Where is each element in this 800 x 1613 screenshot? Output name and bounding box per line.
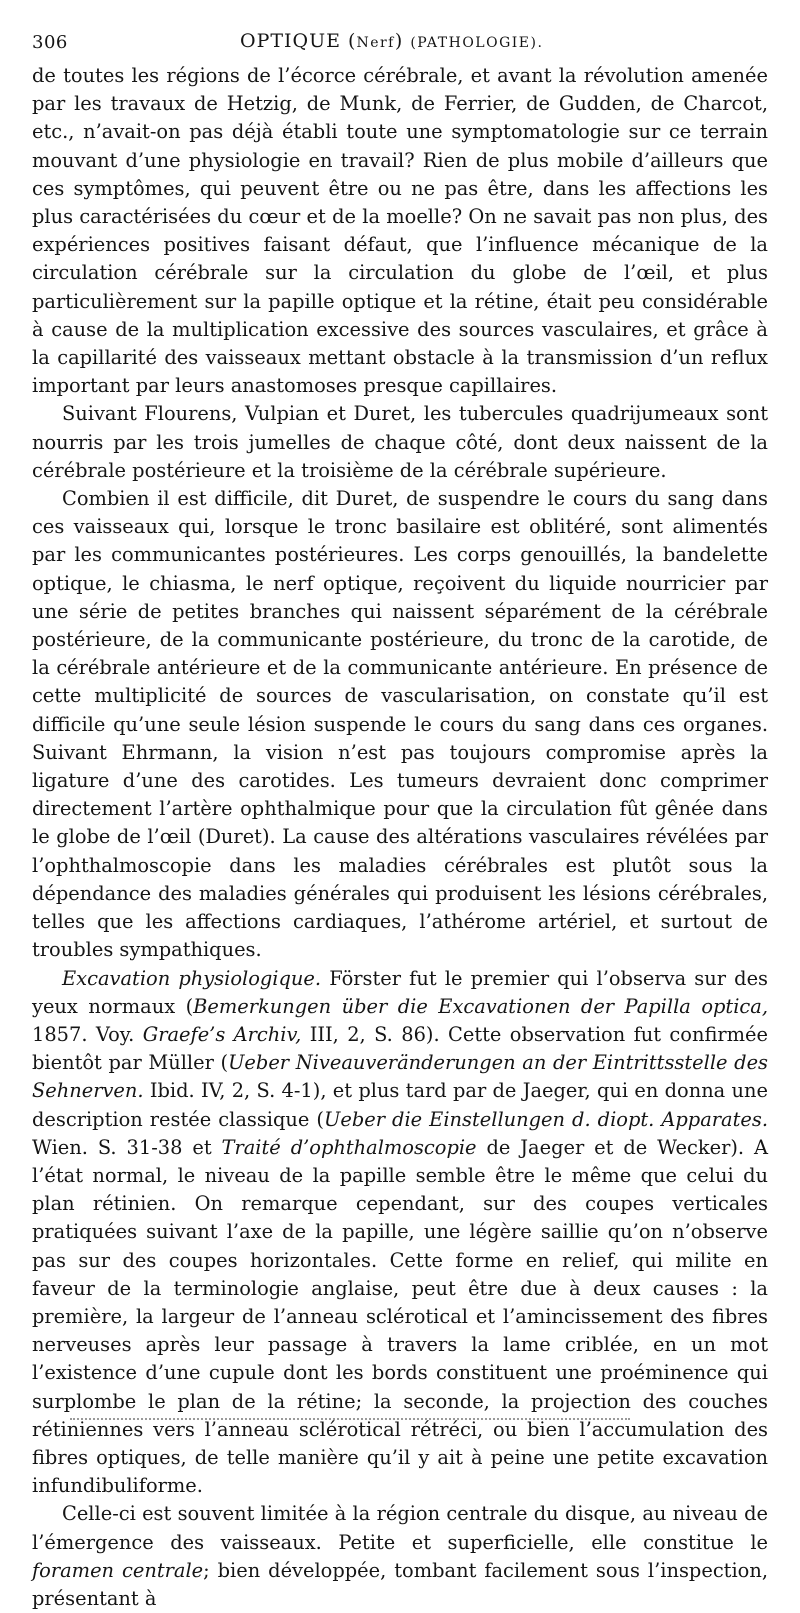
text-span: ; bien développée, tombant facilement sous l’inspection, présentant à bbox=[32, 1558, 768, 1610]
paragraph-duret: Combien il est difficile, dit Duret, de suspendre le cours du sang dans ces vaisseaux qui, lorsque le tronc basilaire est oblitéré, sont alimentés par les communicantes postérieures. Les corps genouillés, la bandelette optique, le chiasma, le nerf optique, reçoivent du liquide nourricier par une série de petites branches qui naissent séparément de la cérébrale postérieure, de la communicante postérieure, du tronc de la carotide, de la cérébrale antérieure et de la communicante antérieure. En présence de cette multiplicité de sources de vascularisation, on constate qu’il est difficile qu’une seule lésion suspende le cours du sang dans ces organes. Suivant Ehrmann, la vision n’est pas toujours compromise après la ligature d’une des carotides. Les tumeurs devraient donc comprimer directement l’artère ophthalmique pour que la circulation fût gênée dans le globe de l’œil (Duret). La cause des altérations vasculaires révélées par l’ophthalmoscopie dans les maladies cérébrales est plutôt sous la dépendance des maladies générales qui produisent les lésions cérébrales, telles que les affections cardiaques, l’athérome artériel, et surtout de troubles sympathiques. bbox=[32, 487, 768, 962]
text-span: III, 2, S. 86). Cette observation fut confirmée bientôt par Müller ( bbox=[32, 1022, 768, 1075]
paragraph-continued: de toutes les régions de l’écorce cérébrale, et avant la révolution amenée par les travaux de Hetzig, de Munk, de Ferrier, de Gudden, de Charcot, etc., n’avait-on pas déjà établi toute une symptomatologie sur ce terrain mouvant d’une physiologie en travail? Rien de plus mobile d’ailleurs que ces symptômes, qui peuvent être ou ne pas être, dans les affections les plus caractérisées du cœur et de la moelle? On ne savait pas non plus, des expériences positives faisant défaut, que l’influence mécanique de la circulation cérébrale sur la circulation du globe de l’œil, et plus particulièrement sur la papille optique et la rétine, était peu considérable à cause de la multiplication excessive des sources vasculaires, et grâce à la capillarité des vaisseaux mettant obstacle à la transmission d’un reflux important par leurs anastomoses presque capillaires. bbox=[32, 64, 768, 398]
citation-title: Graefe’s Archiv, bbox=[142, 1022, 302, 1046]
page-number: 306 bbox=[32, 32, 68, 53]
citation-title: Ueber Niveauveränderungen an der Eintrittsstelle des Sehnerven. bbox=[32, 1051, 768, 1103]
text-span: de Jaeger et de Wecker). A l’état normal, le niveau de la papille semble être le même que celui du plan rétinien. On remarque cependant, sur des coupes verticales pratiquées suivant l’axe de la papille, une légère saillie qu’on n’observe pas sur des coupes horizontales. Cette forme en relief, qui milite en faveur de la terminologie anglaise, peut être due à deux causes : la première, la largeur de l’anneau sclérotical et l’amincissement des fibres nerveuses après leur passage à travers la lame criblée, en un mot l’existence d’une cupule dont les bords constituent une proéminence qui surplombe le plan de la rétine; la seconde, la projection des couches rétiniennes vers l’anneau sclérotical rétréci, ou bien l’accumulation des fibres optiques, de telle manière qu’il y ait à peine une petite excavation infundibuliforme. bbox=[32, 1135, 769, 1498]
running-header bbox=[32, 30, 768, 56]
paragraph-flourens: Suivant Flourens, Vulpian et Duret, les tubercules quadrijumeaux sont nourris par les trois jumelles de chaque côté, dont deux naissent de la cérébrale postérieure et la troisième de la cérébrale supérieure. bbox=[32, 402, 768, 482]
text-span: 1857. Voy. bbox=[32, 1022, 143, 1046]
citation-title: Bemerkungen über die Excavationen der Papilla optica, bbox=[193, 994, 768, 1018]
running-title bbox=[240, 30, 543, 52]
paragraph-foramen bbox=[32, 1500, 768, 1613]
text-span: Celle-ci est souvent limitée à la région centrale du disque, au niveau de l’émergence des vaisseaux. Petite et superficielle, elle constitue le bbox=[32, 1502, 768, 1554]
running-title-mid: ) bbox=[394, 30, 411, 52]
text-span: Wien. S. 31-38 et bbox=[32, 1135, 222, 1159]
term-foramen-centrale: foramen centrale bbox=[32, 1558, 204, 1582]
text-span: Ibid. IV, 2, S. 4-1), et plus tard par de Jaeger, qui en donna une description restée classique ( bbox=[32, 1079, 768, 1131]
text-span: Förster fut le premier qui l’observa sur des yeux normaux ( bbox=[32, 966, 768, 1018]
citation-title: Traité d’ophthalmoscopie bbox=[221, 1135, 477, 1159]
running-title-nerf: Nerf bbox=[356, 35, 395, 51]
section-heading-excavation: Excavation physiologique. bbox=[62, 966, 322, 990]
citation-title: Ueber die Einstellungen d. diopt. Apparates. bbox=[324, 1107, 768, 1131]
running-title-pathologie: (PATHOLOGIE). bbox=[410, 35, 544, 51]
body-text bbox=[32, 62, 768, 1613]
document-page bbox=[32, 30, 768, 1613]
running-title-main: OPTIQUE ( bbox=[240, 30, 357, 52]
scan-footer-rule bbox=[70, 1418, 630, 1420]
